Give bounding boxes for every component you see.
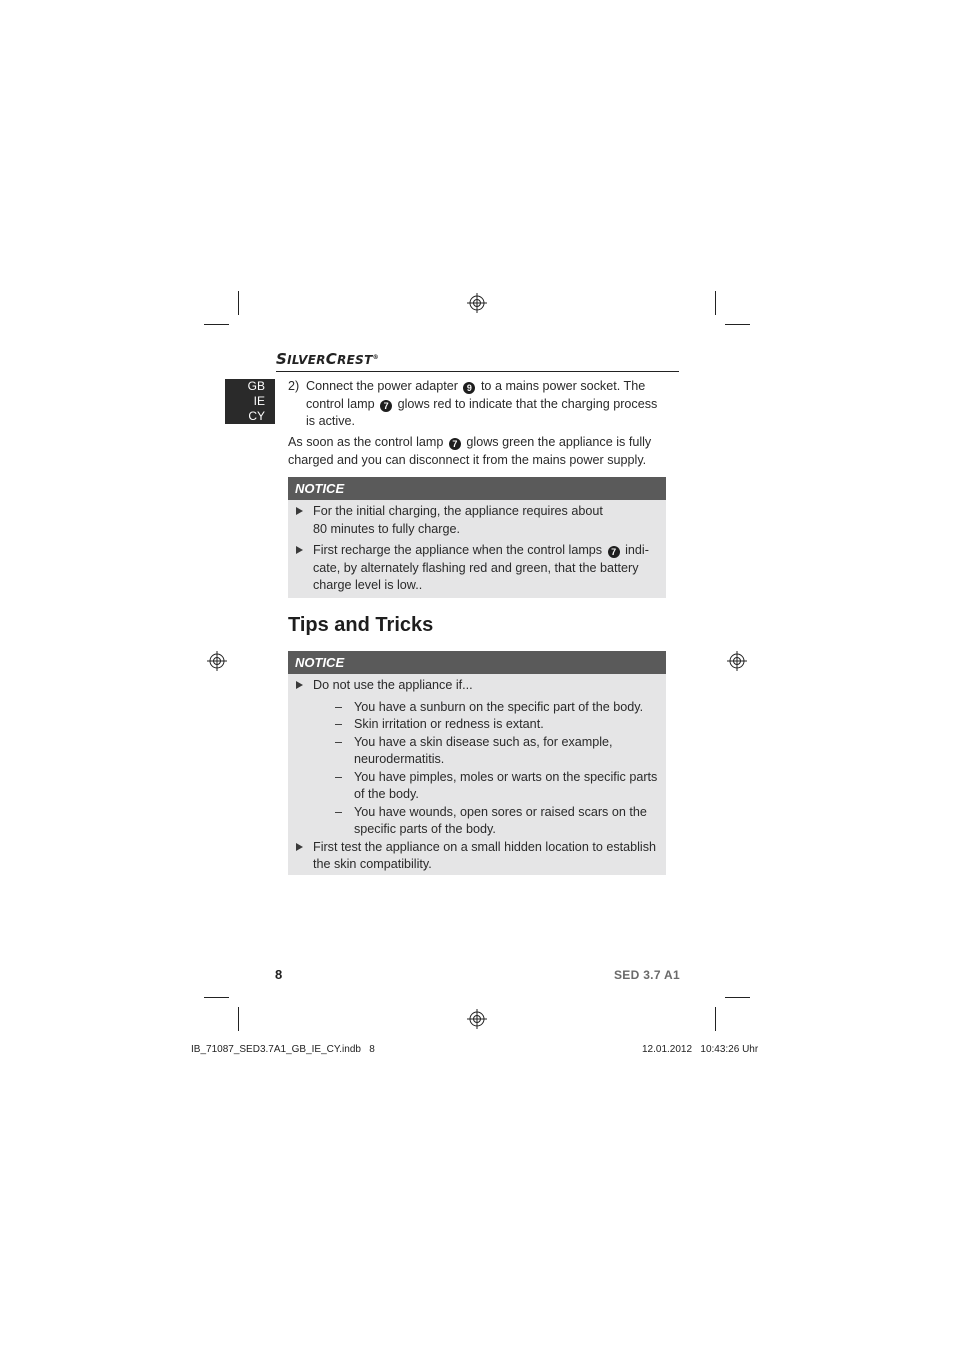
sub-item: – You have a sunburn on the specific part of the body. (335, 699, 644, 714)
notice-box (288, 477, 666, 598)
registration-mark-icon (727, 651, 747, 671)
brand-letters: REST (337, 353, 373, 367)
charged-paragraph: As soon as the control lamp 7 glows green the appliance is fully charged and you can disconnect it from the mains power supply. (288, 435, 652, 467)
notice-title: NOTICE (288, 651, 666, 674)
crop-mark (715, 1007, 716, 1031)
notice-title: NOTICE (288, 477, 666, 500)
crop-mark (204, 997, 229, 998)
registration-mark-icon (467, 1009, 487, 1029)
brand-letters: ILVER (287, 353, 326, 367)
sub-item: – You have wounds, open sores or raised scars on the specific parts of the body. (335, 804, 647, 836)
step-line: Connect the power adapter 9 to a mains power socket. The (306, 379, 646, 393)
sub-item: – You have a skin disease such as, for example, neurodermatitis. (335, 734, 613, 766)
reference-number-badge: 7 (449, 438, 461, 450)
header-rule (276, 371, 679, 372)
print-file-name: IB_71087_SED3.7A1_GB_IE_CY.indb 8 (191, 1044, 375, 1055)
notice-bullet: Do not use the appliance if... (288, 677, 666, 695)
language-tab (225, 379, 275, 424)
section-heading: Tips and Tricks (288, 614, 434, 636)
reference-number-badge: 7 (608, 546, 620, 558)
sub-item: – You have pimples, moles or warts on the specific parts of the body. (335, 769, 658, 801)
triangle-bullet-icon (296, 843, 303, 851)
step-line: control lamp 7 glows red to indicate that the charging process (306, 396, 658, 411)
reference-number-badge: 7 (380, 400, 392, 412)
crop-mark (725, 997, 750, 998)
triangle-bullet-icon (296, 681, 303, 689)
reference-number-badge: 9 (463, 382, 475, 394)
language-code: IE (253, 394, 265, 408)
registration-mark-icon (467, 293, 487, 313)
page-number: 8 (275, 967, 283, 982)
crop-mark (238, 291, 239, 315)
notice-bullet: First test the appliance on a small hidden location to establish the skin compatibility. (288, 839, 666, 874)
notice-bullet: First recharge the appliance when the control lamps 7 indi- cate, by alternately flashing red and green, that the battery charge level is low.. (288, 542, 666, 595)
print-timestamp: 12.01.2012 10:43:26 Uhr (642, 1044, 759, 1055)
crop-mark (238, 1007, 239, 1031)
crop-mark (715, 291, 716, 315)
crop-mark (725, 324, 750, 325)
step-line: is active. (306, 414, 355, 428)
step-2 (288, 378, 668, 431)
language-code: CY (248, 409, 265, 423)
step-number: 2) (288, 379, 300, 393)
crop-mark (204, 324, 229, 325)
notice-box (288, 651, 666, 875)
sub-item: – Skin irritation or redness is extant. (335, 717, 544, 731)
brand-letter: S (276, 350, 288, 368)
model-number: SED 3.7 A1 (614, 968, 680, 982)
notice-bullet: For the initial charging, the appliance requires about 80 minutes to fully charge. (288, 503, 666, 538)
registration-mark-icon (207, 651, 227, 671)
brand-letter: C (325, 350, 338, 368)
language-code: GB (247, 379, 265, 393)
triangle-bullet-icon (296, 507, 303, 515)
triangle-bullet-icon (296, 546, 303, 554)
registered-mark: ® (372, 354, 379, 361)
brand-logo (276, 350, 379, 368)
